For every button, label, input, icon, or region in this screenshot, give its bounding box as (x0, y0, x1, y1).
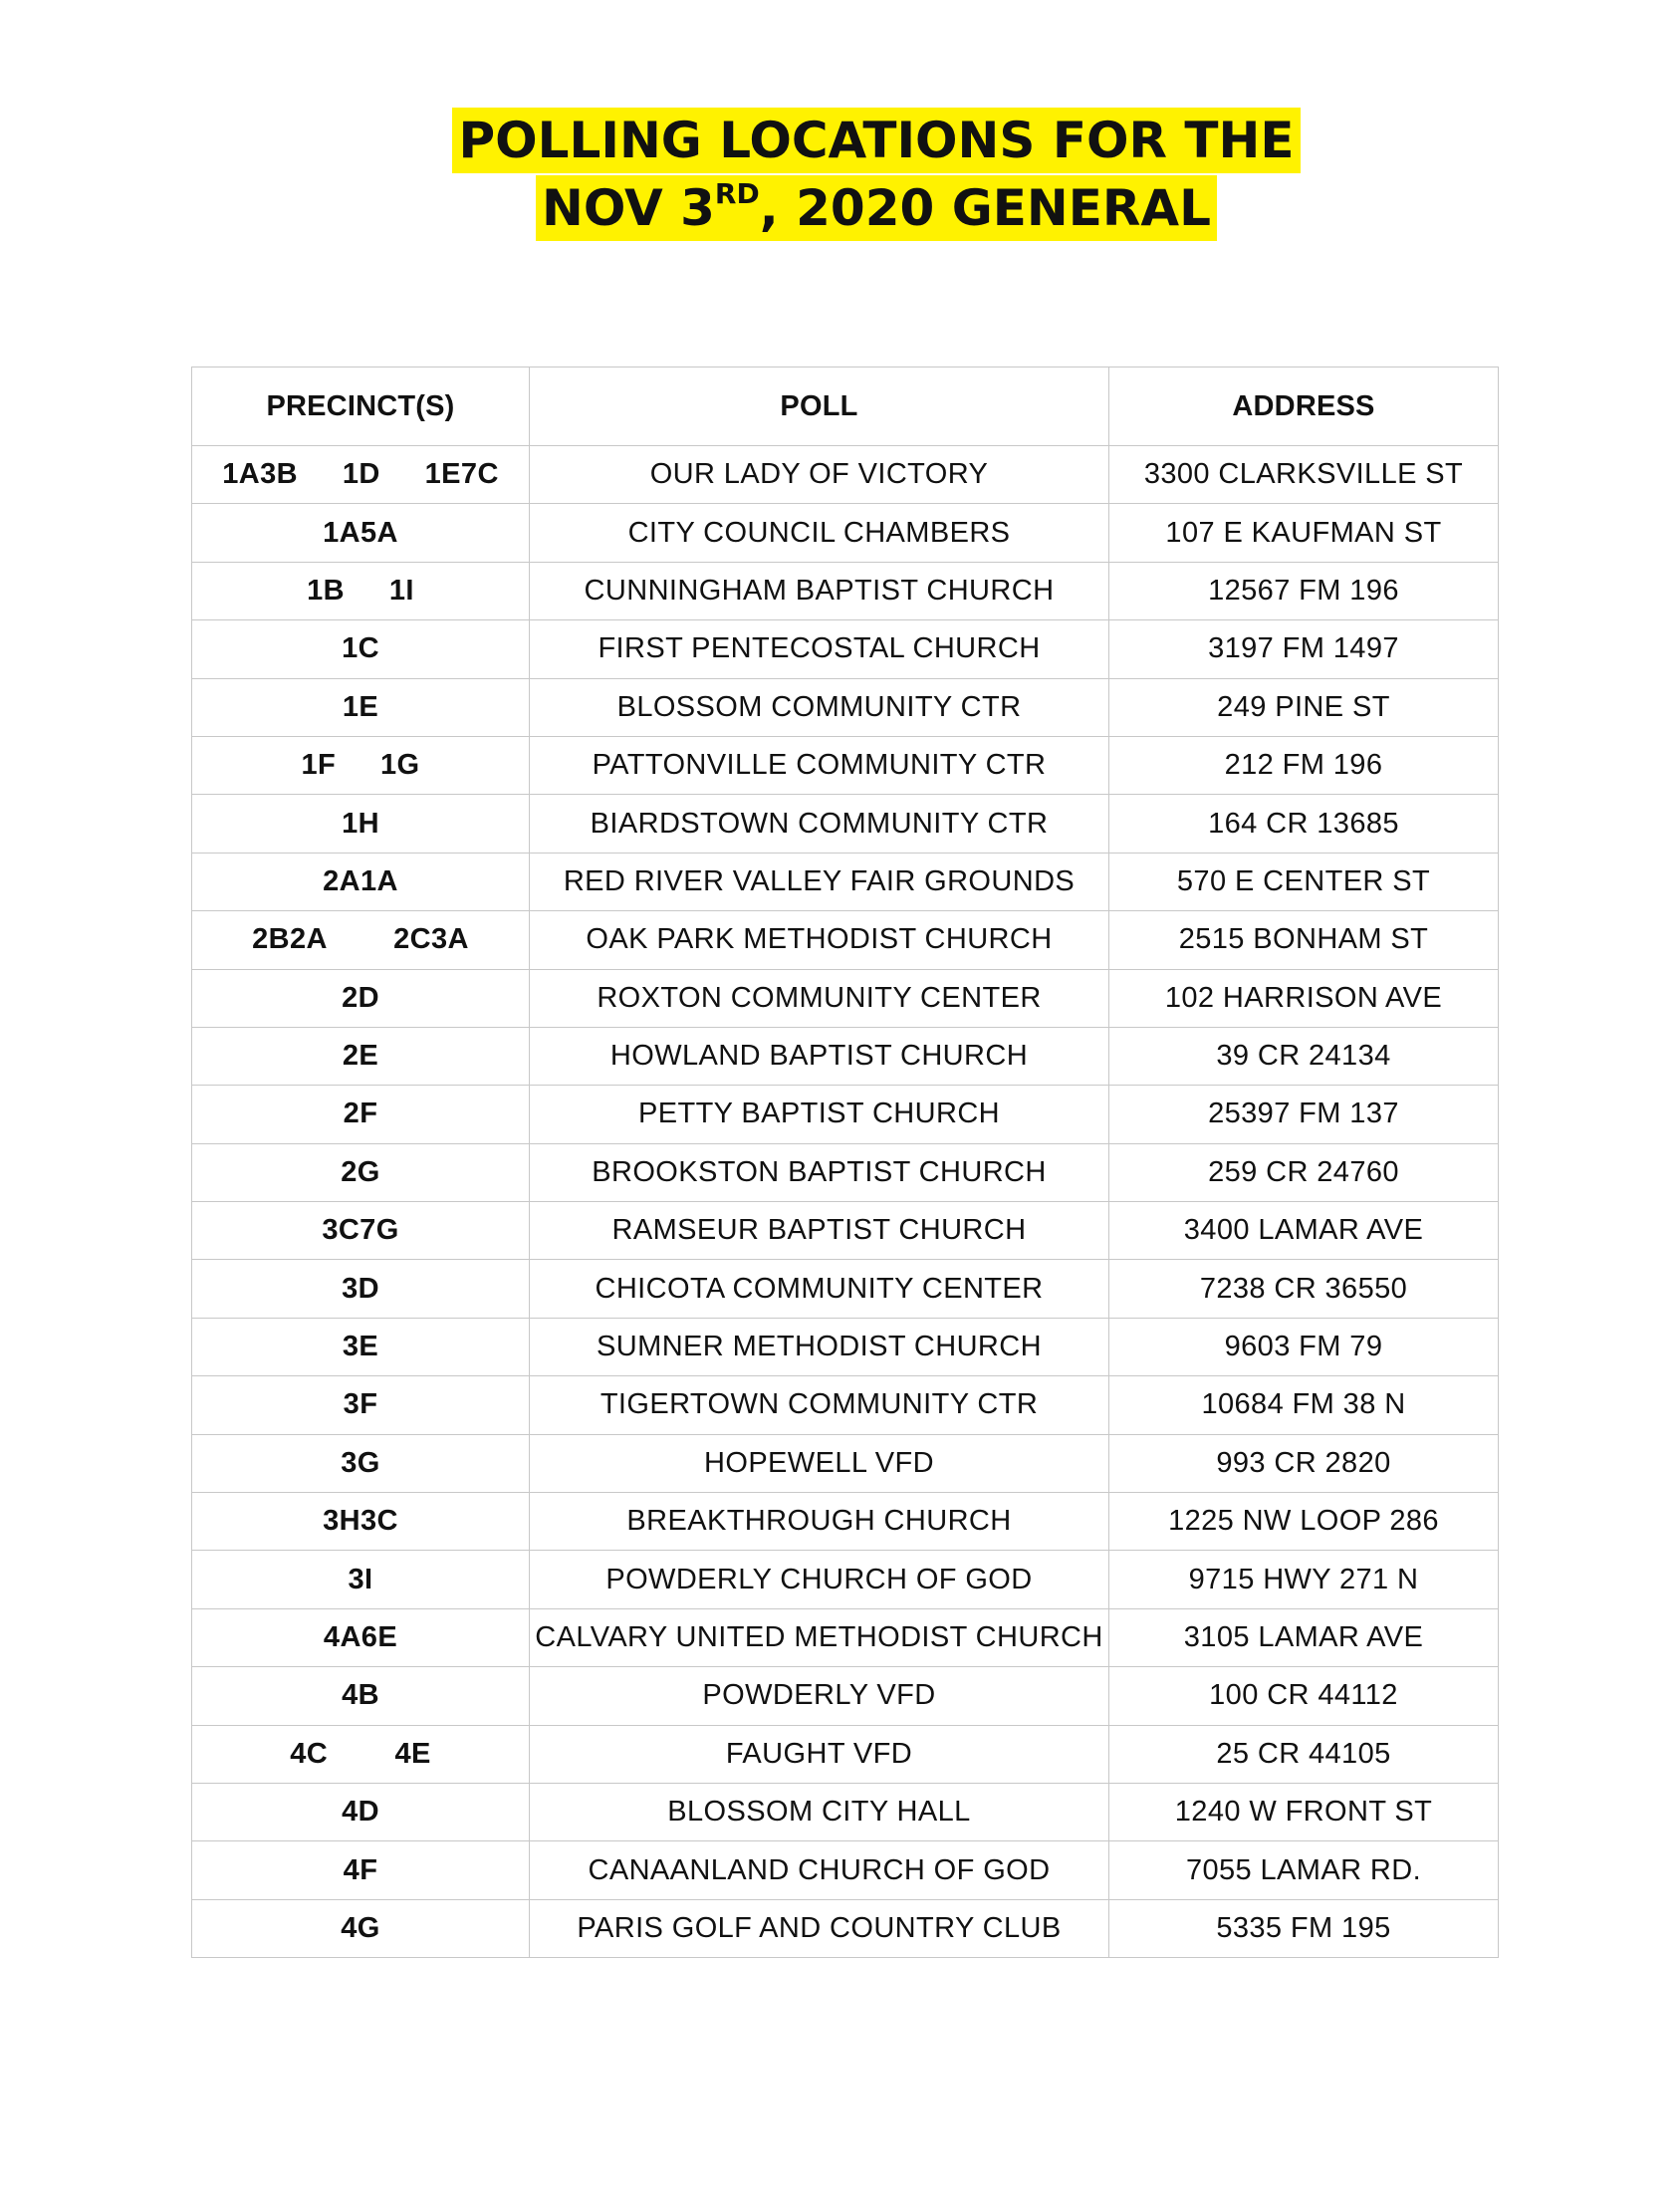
poll-cell: PATTONVILLE COMMUNITY CTR (530, 736, 1109, 794)
address-cell: 9715 HWY 271 N (1109, 1551, 1499, 1608)
precinct-cell: 4A6E (192, 1608, 530, 1666)
precinct-cell: 4B (192, 1667, 530, 1725)
address-cell: 3400 LAMAR AVE (1109, 1202, 1499, 1260)
address-cell: 212 FM 196 (1109, 736, 1499, 794)
precinct-cell: 3F (192, 1376, 530, 1434)
poll-cell: CITY COUNCIL CHAMBERS (530, 504, 1109, 562)
address-cell: 1225 NW LOOP 286 (1109, 1493, 1499, 1551)
table-row (192, 1667, 1499, 1725)
precinct-cell: 1B 1I (192, 562, 530, 619)
table-row (192, 736, 1499, 794)
address-cell: 570 E CENTER ST (1109, 853, 1499, 910)
title-line-1: POLLING LOCATIONS FOR THE (452, 108, 1300, 173)
poll-cell: PARIS GOLF AND COUNTRY CLUB (530, 1899, 1109, 1957)
table-row (192, 1434, 1499, 1492)
address-cell: 102 HARRISON AVE (1109, 969, 1499, 1027)
table-row (192, 969, 1499, 1027)
table-row (192, 1143, 1499, 1201)
poll-cell: BIARDSTOWN COMMUNITY CTR (530, 795, 1109, 853)
poll-cell: PETTY BAPTIST CHURCH (530, 1086, 1109, 1143)
table-row (192, 1899, 1499, 1957)
table-row (192, 678, 1499, 736)
address-cell: 1240 W FRONT ST (1109, 1783, 1499, 1840)
poll-cell: FAUGHT VFD (530, 1725, 1109, 1783)
precinct-cell: 1F 1G (192, 736, 530, 794)
table-row (192, 1551, 1499, 1608)
address-cell: 993 CR 2820 (1109, 1434, 1499, 1492)
header-address: ADDRESS (1109, 367, 1499, 446)
poll-cell: BLOSSOM COMMUNITY CTR (530, 678, 1109, 736)
poll-cell: BROOKSTON BAPTIST CHURCH (530, 1143, 1109, 1201)
table-row (192, 620, 1499, 678)
address-cell: 10684 FM 38 N (1109, 1376, 1499, 1434)
precinct-cell: 3H3C (192, 1493, 530, 1551)
table-row (192, 1376, 1499, 1434)
table-row (192, 504, 1499, 562)
table-row (192, 1841, 1499, 1899)
table-row (192, 562, 1499, 619)
precinct-cell: 3I (192, 1551, 530, 1608)
table-row (192, 1260, 1499, 1318)
table-header-row (192, 367, 1499, 446)
precinct-cell: 2B2A 2C3A (192, 911, 530, 969)
table-row (192, 911, 1499, 969)
precinct-cell: 4G (192, 1899, 530, 1957)
poll-cell: BLOSSOM CITY HALL (530, 1783, 1109, 1840)
address-cell: 2515 BONHAM ST (1109, 911, 1499, 969)
poll-cell: HOWLAND BAPTIST CHURCH (530, 1027, 1109, 1085)
address-cell: 25 CR 44105 (1109, 1725, 1499, 1783)
table-row (192, 1493, 1499, 1551)
precinct-cell: 1E (192, 678, 530, 736)
table-row (192, 1086, 1499, 1143)
header-precinct: PRECINCT(S) (192, 367, 530, 446)
precinct-cell: 2D (192, 969, 530, 1027)
table-row (192, 1318, 1499, 1375)
precinct-cell: 3D (192, 1260, 530, 1318)
precinct-cell: 3G (192, 1434, 530, 1492)
precinct-cell: 4C 4E (192, 1725, 530, 1783)
title-line-2-suffix: , 2020 GENERAL (759, 179, 1211, 237)
title-superscript: RD (714, 177, 760, 210)
address-cell: 259 CR 24760 (1109, 1143, 1499, 1201)
poll-cell: POWDERLY CHURCH OF GOD (530, 1551, 1109, 1608)
address-cell: 249 PINE ST (1109, 678, 1499, 736)
address-cell: 7055 LAMAR RD. (1109, 1841, 1499, 1899)
precinct-cell: 4F (192, 1841, 530, 1899)
address-cell: 39 CR 24134 (1109, 1027, 1499, 1085)
table-row (192, 1725, 1499, 1783)
title-line-2-prefix: NOV 3 (542, 179, 715, 237)
precinct-cell: 1C (192, 620, 530, 678)
poll-cell: HOPEWELL VFD (530, 1434, 1109, 1492)
table-body (192, 446, 1499, 1958)
poll-cell: ROXTON COMMUNITY CENTER (530, 969, 1109, 1027)
poll-cell: CALVARY UNITED METHODIST CHURCH (530, 1608, 1109, 1666)
address-cell: 3197 FM 1497 (1109, 620, 1499, 678)
poll-cell: SUMNER METHODIST CHURCH (530, 1318, 1109, 1375)
address-cell: 12567 FM 196 (1109, 562, 1499, 619)
address-cell: 3105 LAMAR AVE (1109, 1608, 1499, 1666)
table-row (192, 446, 1499, 504)
polling-locations-table (191, 366, 1499, 1958)
poll-cell: RAMSEUR BAPTIST CHURCH (530, 1202, 1109, 1260)
address-cell: 107 E KAUFMAN ST (1109, 504, 1499, 562)
precinct-cell: 1A5A (192, 504, 530, 562)
address-cell: 25397 FM 137 (1109, 1086, 1499, 1143)
address-cell: 164 CR 13685 (1109, 795, 1499, 853)
precinct-cell: 4D (192, 1783, 530, 1840)
table-row (192, 1027, 1499, 1085)
poll-cell: OAK PARK METHODIST CHURCH (530, 911, 1109, 969)
table-row (192, 853, 1499, 910)
precinct-cell: 2E (192, 1027, 530, 1085)
poll-cell: RED RIVER VALLEY FAIR GROUNDS (530, 853, 1109, 910)
poll-cell: BREAKTHROUGH CHURCH (530, 1493, 1109, 1551)
poll-cell: FIRST PENTECOSTAL CHURCH (530, 620, 1109, 678)
precinct-cell: 2G (192, 1143, 530, 1201)
precinct-cell: 1H (192, 795, 530, 853)
poll-cell: CHICOTA COMMUNITY CENTER (530, 1260, 1109, 1318)
table-row (192, 1783, 1499, 1840)
poll-cell: OUR LADY OF VICTORY (530, 446, 1109, 504)
precinct-cell: 2A1A (192, 853, 530, 910)
table-row (192, 1608, 1499, 1666)
precinct-cell: 1A3B 1D 1E7C (192, 446, 530, 504)
table-row (192, 795, 1499, 853)
precinct-cell: 2F (192, 1086, 530, 1143)
address-cell: 3300 CLARKSVILLE ST (1109, 446, 1499, 504)
poll-cell: CANAANLAND CHURCH OF GOD (530, 1841, 1109, 1899)
poll-cell: TIGERTOWN COMMUNITY CTR (530, 1376, 1109, 1434)
address-cell: 7238 CR 36550 (1109, 1260, 1499, 1318)
table-row (192, 1202, 1499, 1260)
document-title (0, 108, 1680, 241)
header-poll: POLL (530, 367, 1109, 446)
poll-cell: POWDERLY VFD (530, 1667, 1109, 1725)
title-line-2 (536, 175, 1217, 241)
address-cell: 5335 FM 195 (1109, 1899, 1499, 1957)
address-cell: 9603 FM 79 (1109, 1318, 1499, 1375)
poll-cell: CUNNINGHAM BAPTIST CHURCH (530, 562, 1109, 619)
precinct-cell: 3E (192, 1318, 530, 1375)
address-cell: 100 CR 44112 (1109, 1667, 1499, 1725)
precinct-cell: 3C7G (192, 1202, 530, 1260)
